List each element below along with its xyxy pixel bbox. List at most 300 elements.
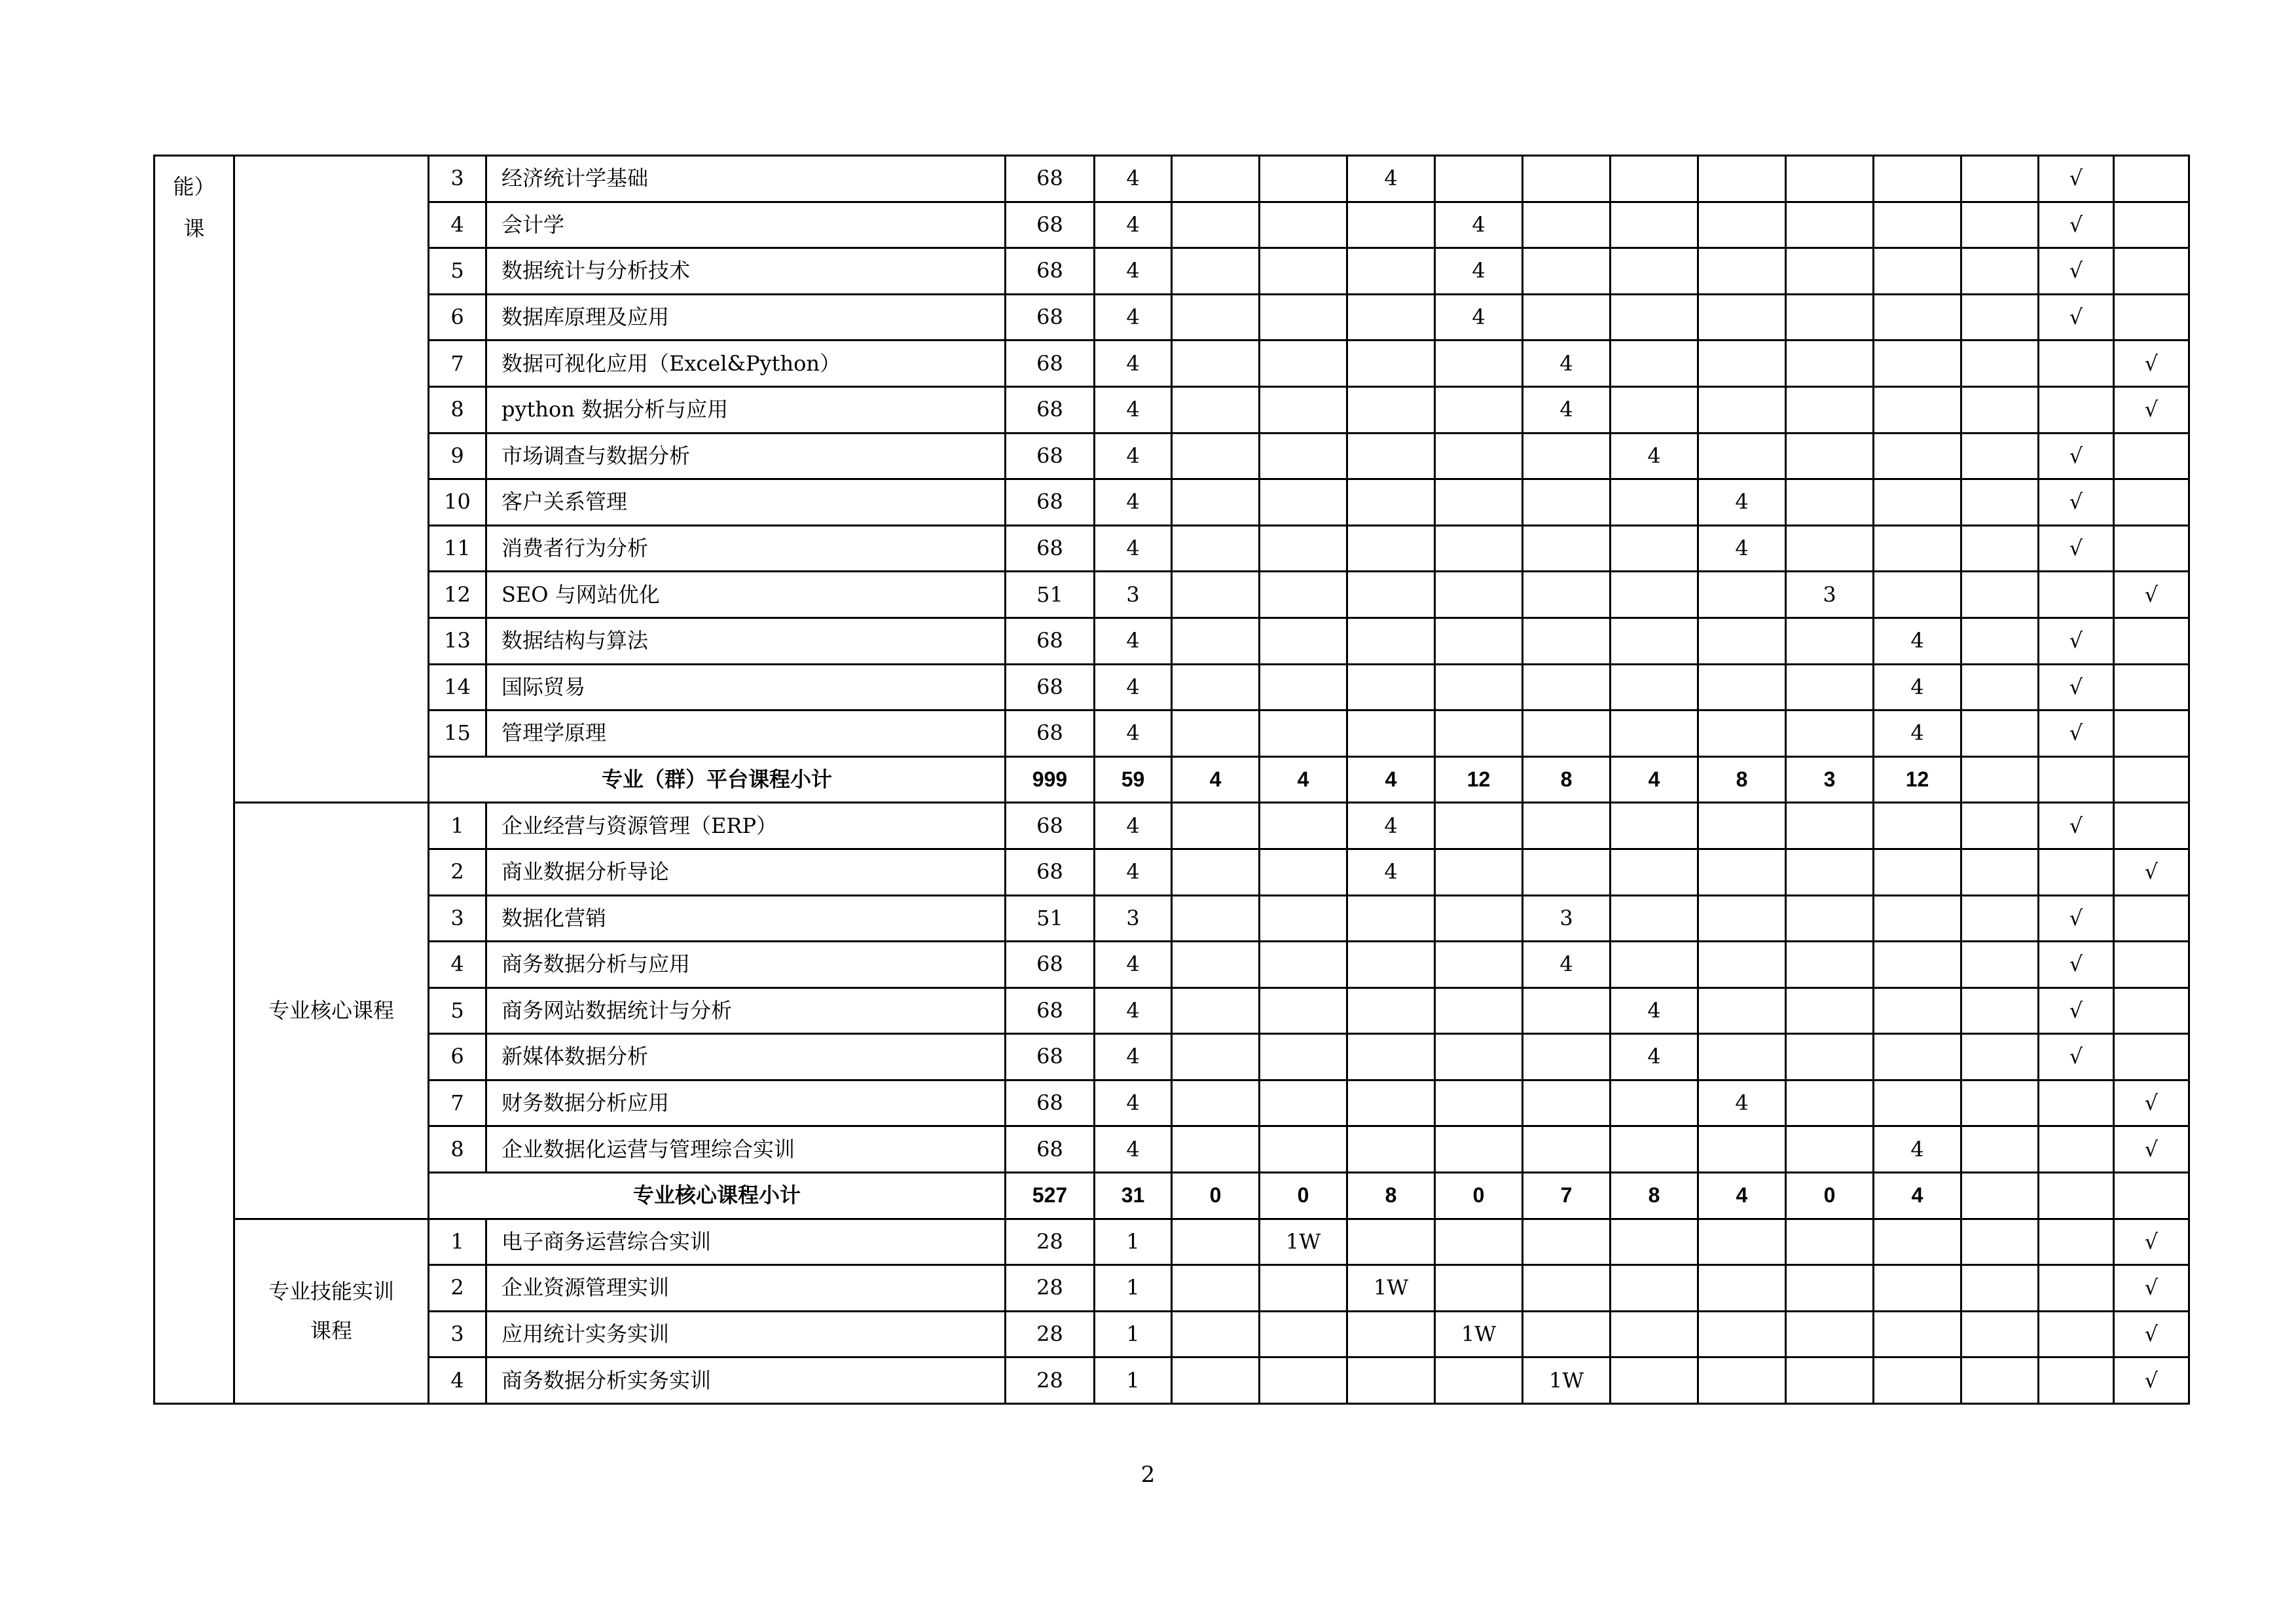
semester-10-cell	[1961, 895, 2039, 942]
exam-type-a-cell	[2039, 1080, 2114, 1126]
semester-1-cell	[1172, 803, 1260, 849]
exam-type-a-cell: √	[2039, 294, 2114, 341]
course-number: 3	[429, 1311, 486, 1357]
semester-2-cell	[1260, 1080, 1347, 1126]
semester-6-cell: 4	[1611, 433, 1698, 479]
semester-7-cell	[1698, 1265, 1786, 1312]
subtotal-semester-2: 4	[1260, 756, 1347, 803]
course-name: 商务数据分析实务实训	[486, 1357, 1006, 1404]
semester-7-cell	[1698, 202, 1786, 248]
semester-10-cell	[1961, 202, 2039, 248]
course-credits: 4	[1095, 433, 1172, 479]
semester-5-cell	[1523, 479, 1611, 526]
semester-1-cell	[1172, 1034, 1260, 1080]
subtotal-row	[155, 756, 2189, 803]
semester-3-cell	[1347, 1126, 1435, 1173]
course-number: 14	[429, 664, 486, 710]
exam-type-b-cell: √	[2114, 849, 2189, 895]
semester-8-cell	[1786, 202, 1874, 248]
semester-7-cell: 4	[1698, 525, 1786, 572]
course-credits: 4	[1095, 525, 1172, 572]
semester-6-cell	[1611, 803, 1698, 849]
semester-1-cell	[1172, 341, 1260, 387]
semester-8-cell	[1786, 710, 1874, 757]
course-credits: 1	[1095, 1265, 1172, 1312]
semester-10-cell	[1961, 1080, 2039, 1126]
semester-7-cell	[1698, 1219, 1786, 1265]
semester-6-cell	[1611, 895, 1698, 942]
semester-8-cell	[1786, 156, 1874, 202]
semester-4-cell: 4	[1435, 202, 1523, 248]
semester-3-cell	[1347, 202, 1435, 248]
exam-type-b-cell: √	[2114, 1311, 2189, 1357]
exam-type-b-cell: √	[2114, 572, 2189, 618]
semester-6-cell	[1611, 1311, 1698, 1357]
semester-10-cell	[1961, 618, 2039, 664]
semester-10-cell	[1961, 294, 2039, 341]
semester-9-cell: 4	[1874, 1126, 1961, 1173]
semester-7-cell	[1698, 386, 1786, 433]
semester-5-cell	[1523, 156, 1611, 202]
semester-7-cell	[1698, 803, 1786, 849]
exam-type-a-cell	[2039, 1265, 2114, 1312]
semester-8-cell	[1786, 1034, 1874, 1080]
semester-9-cell	[1874, 1311, 1961, 1357]
semester-6-cell	[1611, 1265, 1698, 1312]
exam-type-a-cell	[2039, 572, 2114, 618]
exam-type-b-cell: √	[2114, 1080, 2189, 1126]
semester-4-cell	[1435, 1219, 1523, 1265]
exam-type-a-cell	[2039, 1311, 2114, 1357]
course-number: 4	[429, 1357, 486, 1404]
semester-4-cell	[1435, 1034, 1523, 1080]
exam-type-b-cell	[2114, 433, 2189, 479]
exam-type-b-cell	[2114, 1034, 2189, 1080]
table-row	[155, 1080, 2189, 1126]
semester-5-cell	[1523, 1080, 1611, 1126]
table-row	[155, 664, 2189, 710]
semester-4-cell	[1435, 664, 1523, 710]
subtotal-semester-1: 0	[1172, 1173, 1260, 1219]
course-number: 8	[429, 386, 486, 433]
course-hours: 68	[1006, 156, 1095, 202]
semester-1-cell	[1172, 849, 1260, 895]
semester-7-cell	[1698, 895, 1786, 942]
table-row	[155, 987, 2189, 1034]
course-hours: 68	[1006, 618, 1095, 664]
semester-4-cell	[1435, 942, 1523, 988]
semester-2-cell	[1260, 386, 1347, 433]
semester-1-cell	[1172, 942, 1260, 988]
course-name: 商务数据分析与应用	[486, 942, 1006, 988]
course-number: 10	[429, 479, 486, 526]
semester-9-cell: 4	[1874, 710, 1961, 757]
course-hours: 51	[1006, 572, 1095, 618]
exam-type-b-cell	[2114, 664, 2189, 710]
subtotal-row	[155, 1173, 2189, 1219]
course-name: 电子商务运营综合实训	[486, 1219, 1006, 1265]
semester-6-cell	[1611, 1219, 1698, 1265]
semester-7-cell	[1698, 1034, 1786, 1080]
subtotal-credits: 31	[1095, 1173, 1172, 1219]
semester-9-cell: 4	[1874, 664, 1961, 710]
semester-5-cell	[1523, 433, 1611, 479]
semester-10-cell	[1961, 386, 2039, 433]
course-credits: 4	[1095, 202, 1172, 248]
semester-4-cell	[1435, 386, 1523, 433]
semester-3-cell: 4	[1347, 803, 1435, 849]
exam-type-b-cell: √	[2114, 386, 2189, 433]
semester-9-cell	[1874, 294, 1961, 341]
semester-4-cell	[1435, 895, 1523, 942]
semester-1-cell	[1172, 1080, 1260, 1126]
semester-3-cell	[1347, 618, 1435, 664]
semester-5-cell	[1523, 572, 1611, 618]
course-credits: 1	[1095, 1219, 1172, 1265]
course-credits: 4	[1095, 803, 1172, 849]
semester-10-cell	[1961, 525, 2039, 572]
semester-5-cell	[1523, 710, 1611, 757]
subtotal-label: 专业（群）平台课程小计	[429, 756, 1006, 803]
course-hours: 68	[1006, 202, 1095, 248]
course-hours: 68	[1006, 1034, 1095, 1080]
semester-6-cell	[1611, 664, 1698, 710]
semester-6-cell	[1611, 849, 1698, 895]
semester-8-cell: 3	[1786, 572, 1874, 618]
subtotal-exam-a	[2039, 1173, 2114, 1219]
exam-type-a-cell	[2039, 1219, 2114, 1265]
semester-4-cell: 4	[1435, 294, 1523, 341]
semester-9-cell	[1874, 479, 1961, 526]
semester-1-cell	[1172, 386, 1260, 433]
semester-8-cell	[1786, 1219, 1874, 1265]
course-name: 企业资源管理实训	[486, 1265, 1006, 1312]
course-number: 2	[429, 849, 486, 895]
exam-type-b-cell	[2114, 525, 2189, 572]
semester-3-cell	[1347, 525, 1435, 572]
exam-type-b-cell	[2114, 479, 2189, 526]
table-row	[155, 1311, 2189, 1357]
subtotal-semester-9: 12	[1874, 756, 1961, 803]
semester-4-cell	[1435, 987, 1523, 1034]
semester-3-cell	[1347, 341, 1435, 387]
semester-4-cell	[1435, 1265, 1523, 1312]
exam-type-b-cell: √	[2114, 1219, 2189, 1265]
subtotal-semester-6: 4	[1611, 756, 1698, 803]
semester-7-cell	[1698, 341, 1786, 387]
course-hours: 68	[1006, 942, 1095, 988]
course-number: 5	[429, 987, 486, 1034]
subtotal-semester-8: 3	[1786, 756, 1874, 803]
exam-type-a-cell: √	[2039, 803, 2114, 849]
course-hours: 28	[1006, 1219, 1095, 1265]
course-name: 数据统计与分析技术	[486, 248, 1006, 295]
course-name: 市场调查与数据分析	[486, 433, 1006, 479]
exam-type-a-cell: √	[2039, 525, 2114, 572]
table-row	[155, 1126, 2189, 1173]
table-row	[155, 1357, 2189, 1404]
course-credits: 4	[1095, 386, 1172, 433]
course-credits: 1	[1095, 1357, 1172, 1404]
semester-4-cell	[1435, 1126, 1523, 1173]
course-number: 6	[429, 1034, 486, 1080]
semester-3-cell	[1347, 1311, 1435, 1357]
course-credits: 4	[1095, 710, 1172, 757]
subtotal-semester-9: 4	[1874, 1173, 1961, 1219]
semester-1-cell	[1172, 1219, 1260, 1265]
course-name: python 数据分析与应用	[486, 386, 1006, 433]
semester-8-cell	[1786, 1357, 1874, 1404]
course-credits: 4	[1095, 341, 1172, 387]
semester-4-cell	[1435, 156, 1523, 202]
semester-3-cell	[1347, 664, 1435, 710]
table-row	[155, 710, 2189, 757]
course-hours: 68	[1006, 1126, 1095, 1173]
semester-6-cell	[1611, 294, 1698, 341]
semester-8-cell	[1786, 1265, 1874, 1312]
course-hours: 51	[1006, 895, 1095, 942]
semester-5-cell: 3	[1523, 895, 1611, 942]
table-row	[155, 895, 2189, 942]
subtotal-hours: 527	[1006, 1173, 1095, 1219]
semester-7-cell	[1698, 433, 1786, 479]
exam-type-a-cell	[2039, 341, 2114, 387]
semester-2-cell	[1260, 803, 1347, 849]
semester-10-cell	[1961, 479, 2039, 526]
table-row	[155, 433, 2189, 479]
table-row	[155, 1265, 2189, 1312]
semester-10-cell	[1961, 1034, 2039, 1080]
semester-4-cell: 4	[1435, 248, 1523, 295]
course-name: 数据化营销	[486, 895, 1006, 942]
course-name: 数据库原理及应用	[486, 294, 1006, 341]
semester-7-cell	[1698, 572, 1786, 618]
semester-6-cell: 4	[1611, 1034, 1698, 1080]
subtotal-semester-5: 7	[1523, 1173, 1611, 1219]
course-name: 企业数据化运营与管理综合实训	[486, 1126, 1006, 1173]
semester-1-cell	[1172, 618, 1260, 664]
semester-10-cell	[1961, 1265, 2039, 1312]
course-name: 客户关系管理	[486, 479, 1006, 526]
semester-6-cell	[1611, 525, 1698, 572]
exam-type-a-cell	[2039, 849, 2114, 895]
semester-9-cell	[1874, 803, 1961, 849]
exam-type-b-cell	[2114, 987, 2189, 1034]
semester-2-cell: 1W	[1260, 1219, 1347, 1265]
semester-2-cell	[1260, 1126, 1347, 1173]
semester-3-cell	[1347, 942, 1435, 988]
course-number: 3	[429, 156, 486, 202]
subtotal-semester-8: 0	[1786, 1173, 1874, 1219]
semester-3-cell: 1W	[1347, 1265, 1435, 1312]
semester-10-cell	[1961, 156, 2039, 202]
semester-1-cell	[1172, 710, 1260, 757]
semester-1-cell	[1172, 1265, 1260, 1312]
exam-type-b-cell	[2114, 803, 2189, 849]
course-credits: 4	[1095, 479, 1172, 526]
semester-7-cell	[1698, 942, 1786, 988]
table-row	[155, 525, 2189, 572]
course-hours: 68	[1006, 433, 1095, 479]
semester-9-cell	[1874, 433, 1961, 479]
exam-type-b-cell	[2114, 156, 2189, 202]
semester-8-cell	[1786, 341, 1874, 387]
semester-2-cell	[1260, 710, 1347, 757]
semester-3-cell	[1347, 1357, 1435, 1404]
semester-9-cell	[1874, 572, 1961, 618]
table-row	[155, 202, 2189, 248]
subtotal-exam-b	[2114, 756, 2189, 803]
exam-type-b-cell	[2114, 942, 2189, 988]
subtotal-semester-4: 0	[1435, 1173, 1523, 1219]
semester-4-cell: 1W	[1435, 1311, 1523, 1357]
semester-5-cell	[1523, 525, 1611, 572]
semester-9-cell	[1874, 895, 1961, 942]
semester-9-cell	[1874, 1357, 1961, 1404]
course-name: 会计学	[486, 202, 1006, 248]
semester-5-cell	[1523, 202, 1611, 248]
semester-2-cell	[1260, 156, 1347, 202]
semester-9-cell	[1874, 1219, 1961, 1265]
course-credits: 4	[1095, 849, 1172, 895]
semester-9-cell	[1874, 1034, 1961, 1080]
semester-2-cell	[1260, 987, 1347, 1034]
semester-7-cell	[1698, 1311, 1786, 1357]
semester-2-cell	[1260, 1357, 1347, 1404]
course-number: 12	[429, 572, 486, 618]
subtotal-semester-3: 8	[1347, 1173, 1435, 1219]
semester-1-cell	[1172, 895, 1260, 942]
semester-4-cell	[1435, 341, 1523, 387]
course-number: 4	[429, 942, 486, 988]
semester-8-cell	[1786, 386, 1874, 433]
semester-3-cell	[1347, 1034, 1435, 1080]
semester-1-cell	[1172, 433, 1260, 479]
course-name: 管理学原理	[486, 710, 1006, 757]
semester-10-cell	[1961, 942, 2039, 988]
semester-2-cell	[1260, 572, 1347, 618]
course-number: 13	[429, 618, 486, 664]
exam-type-a-cell	[2039, 386, 2114, 433]
exam-type-b-cell: √	[2114, 1265, 2189, 1312]
course-hours: 28	[1006, 1265, 1095, 1312]
course-hours: 68	[1006, 987, 1095, 1034]
semester-2-cell	[1260, 849, 1347, 895]
course-name: 数据可视化应用（Excel&Python）	[486, 341, 1006, 387]
subtotal-semester-10	[1961, 756, 2039, 803]
semester-9-cell	[1874, 202, 1961, 248]
exam-type-a-cell	[2039, 1357, 2114, 1404]
course-number: 1	[429, 803, 486, 849]
course-hours: 68	[1006, 1080, 1095, 1126]
semester-6-cell	[1611, 942, 1698, 988]
course-name: 应用统计实务实训	[486, 1311, 1006, 1357]
semester-10-cell	[1961, 572, 2039, 618]
course-credits: 4	[1095, 294, 1172, 341]
semester-8-cell	[1786, 1311, 1874, 1357]
semester-8-cell	[1786, 942, 1874, 988]
course-credits: 3	[1095, 572, 1172, 618]
semester-1-cell	[1172, 664, 1260, 710]
semester-5-cell	[1523, 1265, 1611, 1312]
course-number: 7	[429, 1080, 486, 1126]
semester-2-cell	[1260, 341, 1347, 387]
course-number: 6	[429, 294, 486, 341]
semester-1-cell	[1172, 572, 1260, 618]
semester-3-cell: 4	[1347, 156, 1435, 202]
semester-10-cell	[1961, 1311, 2039, 1357]
semester-1-cell	[1172, 987, 1260, 1034]
table-row	[155, 156, 2189, 202]
course-number: 15	[429, 710, 486, 757]
semester-8-cell	[1786, 248, 1874, 295]
course-credits: 4	[1095, 1034, 1172, 1080]
table-row	[155, 572, 2189, 618]
course-credits: 4	[1095, 664, 1172, 710]
semester-5-cell	[1523, 248, 1611, 295]
semester-10-cell	[1961, 1219, 2039, 1265]
semester-5-cell	[1523, 849, 1611, 895]
semester-7-cell	[1698, 294, 1786, 341]
semester-2-cell	[1260, 433, 1347, 479]
semester-8-cell	[1786, 987, 1874, 1034]
subtotal-label: 专业核心课程小计	[429, 1173, 1006, 1219]
course-number: 3	[429, 895, 486, 942]
course-name: 数据结构与算法	[486, 618, 1006, 664]
exam-type-a-cell: √	[2039, 664, 2114, 710]
exam-type-b-cell	[2114, 294, 2189, 341]
semester-6-cell	[1611, 618, 1698, 664]
semester-5-cell	[1523, 1126, 1611, 1173]
subtotal-semester-7: 4	[1698, 1173, 1786, 1219]
course-name: 新媒体数据分析	[486, 1034, 1006, 1080]
semester-8-cell	[1786, 618, 1874, 664]
semester-5-cell: 1W	[1523, 1357, 1611, 1404]
semester-2-cell	[1260, 248, 1347, 295]
semester-3-cell	[1347, 710, 1435, 757]
course-credits: 4	[1095, 618, 1172, 664]
course-credits: 4	[1095, 1126, 1172, 1173]
semester-2-cell	[1260, 202, 1347, 248]
exam-type-a-cell: √	[2039, 1034, 2114, 1080]
exam-type-a-cell: √	[2039, 710, 2114, 757]
exam-type-b-cell: √	[2114, 1126, 2189, 1173]
semester-2-cell	[1260, 1311, 1347, 1357]
course-group-label	[234, 156, 429, 803]
exam-type-b-cell: √	[2114, 1357, 2189, 1404]
semester-4-cell	[1435, 803, 1523, 849]
semester-10-cell	[1961, 433, 2039, 479]
semester-3-cell	[1347, 479, 1435, 526]
course-credits: 4	[1095, 1080, 1172, 1126]
semester-4-cell	[1435, 525, 1523, 572]
semester-7-cell	[1698, 156, 1786, 202]
semester-2-cell	[1260, 1034, 1347, 1080]
course-number: 8	[429, 1126, 486, 1173]
semester-10-cell	[1961, 1126, 2039, 1173]
semester-3-cell	[1347, 1219, 1435, 1265]
course-hours: 68	[1006, 664, 1095, 710]
semester-8-cell	[1786, 803, 1874, 849]
course-name: 消费者行为分析	[486, 525, 1006, 572]
semester-5-cell	[1523, 618, 1611, 664]
semester-4-cell	[1435, 618, 1523, 664]
semester-1-cell	[1172, 294, 1260, 341]
semester-2-cell	[1260, 1265, 1347, 1312]
semester-10-cell	[1961, 987, 2039, 1034]
course-hours: 68	[1006, 386, 1095, 433]
course-hours: 68	[1006, 248, 1095, 295]
